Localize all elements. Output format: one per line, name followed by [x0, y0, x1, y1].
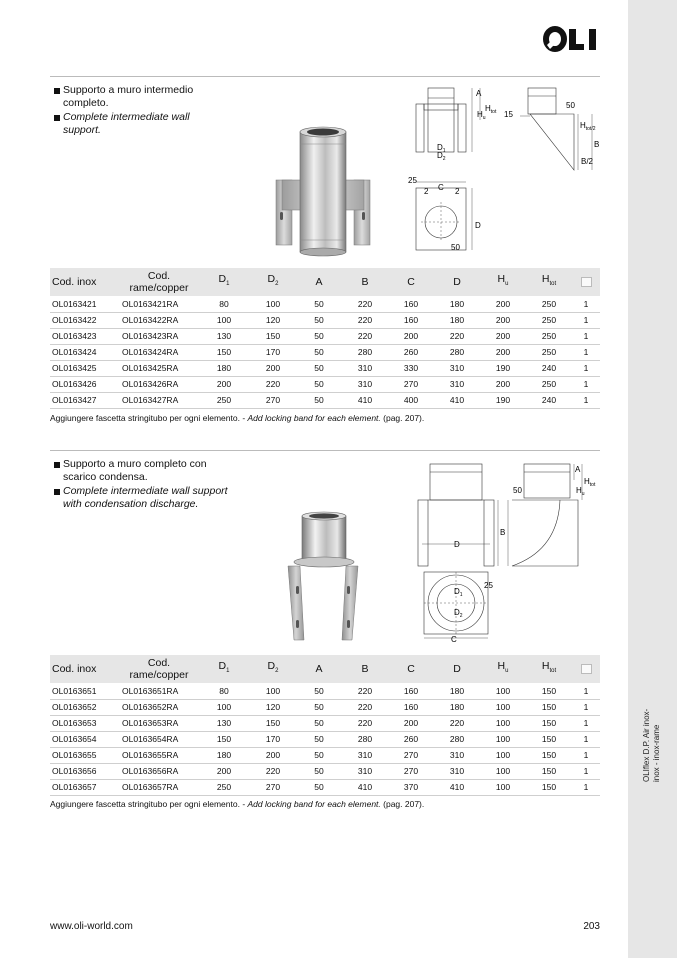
- table-cell: OL0163421RA: [122, 298, 179, 309]
- table-cell: OL0163424RA: [122, 347, 179, 357]
- table-cell: 100: [495, 718, 511, 728]
- table-cell: OL0163654: [52, 734, 97, 744]
- section-2-side-drawing: [498, 460, 602, 570]
- table-cell: OL0163423: [52, 331, 97, 341]
- table-cell: 50: [314, 685, 324, 696]
- col-d: D: [453, 663, 461, 675]
- table-cell: 130: [216, 331, 232, 341]
- s1-label-a: A: [476, 89, 482, 98]
- s1-side-15: 15: [504, 110, 513, 119]
- section-2-title-en: Complete intermediate wall support with condensation discharge.: [54, 485, 229, 511]
- table-cell: 50: [314, 766, 324, 776]
- section-2-divider: [50, 450, 600, 451]
- table-cell: 280: [449, 734, 465, 744]
- s1-label-d: D: [475, 221, 481, 230]
- table-cell: 100: [495, 702, 511, 712]
- table-cell: 200: [403, 718, 419, 728]
- table-cell: 240: [541, 363, 557, 373]
- col-c: C: [407, 276, 415, 288]
- table-cell: 100: [495, 750, 511, 760]
- table-cell: 100: [265, 298, 281, 309]
- table-cell: 250: [541, 298, 557, 309]
- table-cell: OL0163653RA: [122, 718, 179, 728]
- table-cell: 1: [583, 718, 589, 728]
- table-cell: 260: [403, 734, 419, 744]
- table-cell: 410: [449, 782, 465, 792]
- s2-label-d1: D: [454, 587, 460, 596]
- col-c: C: [407, 663, 415, 675]
- table-cell: 220: [265, 766, 281, 776]
- table-row: [50, 683, 600, 699]
- table-cell: 1: [583, 766, 589, 776]
- side-label-line-1: OLIflex D.P. Air inox-: [642, 708, 651, 782]
- table-cell: 150: [541, 718, 557, 728]
- s1-side-htot-sub: tot/2: [585, 126, 596, 132]
- table-header-row: [50, 268, 600, 296]
- table-cell: 410: [357, 782, 373, 792]
- table-cell: 1: [583, 395, 589, 405]
- table-cell: OL0163655: [52, 750, 97, 760]
- table-cell: 220: [265, 379, 281, 389]
- table-cell: 310: [449, 379, 465, 389]
- table-cell: 310: [357, 766, 373, 776]
- section-1-note: [50, 413, 424, 423]
- s1-label-d2-sub: 2: [442, 156, 446, 162]
- table-cell: 410: [357, 395, 373, 405]
- table-cell: 250: [541, 347, 557, 357]
- table-cell: 120: [265, 315, 281, 325]
- s2-label-b: B: [500, 528, 506, 537]
- section-1-title-en: Complete intermediate wall support.: [54, 111, 229, 137]
- s1-side-htot: H: [580, 121, 586, 130]
- s1-label-hu-sub: u: [482, 115, 486, 121]
- table-cell: 50: [314, 379, 324, 389]
- table-cell: OL0163657RA: [122, 782, 179, 792]
- table-cell: OL0163655RA: [122, 750, 179, 760]
- table-cell: 100: [495, 685, 511, 696]
- table-cell: 100: [495, 782, 511, 792]
- s2-label-50: 50: [513, 486, 522, 495]
- table-cell: 200: [216, 766, 232, 776]
- footer-url[interactable]: www.oli-world.com: [50, 921, 133, 932]
- table-cell: 150: [265, 331, 281, 341]
- col-htot: $H_{tot}$: [541, 660, 557, 675]
- svg-text:Htot/2: [580, 121, 596, 132]
- table-cell: 50: [314, 782, 324, 792]
- table-row: [50, 731, 600, 747]
- section-1-table: [50, 268, 600, 409]
- table-cell: 220: [357, 315, 373, 325]
- table-cell: 280: [449, 347, 465, 357]
- s2-label-a: A: [575, 465, 581, 474]
- table-row: [50, 779, 600, 795]
- col-hu: $H_u$: [497, 273, 509, 288]
- s2-label-hu-sub: u: [581, 491, 585, 497]
- col-b: B: [361, 663, 369, 675]
- s1-label-50: 50: [451, 243, 460, 252]
- table-cell: 190: [495, 395, 511, 405]
- table-cell: 1: [583, 685, 589, 696]
- table-cell: 1: [583, 315, 589, 325]
- section-1-side-drawing: [502, 86, 602, 176]
- table-cell: 200: [495, 331, 511, 341]
- table-cell: 200: [216, 379, 232, 389]
- s2-label-htot-sub: tot: [589, 482, 596, 488]
- table-cell: 1: [583, 363, 589, 373]
- table-cell: 120: [265, 702, 281, 712]
- table-cell: 170: [265, 734, 281, 744]
- section-1-note-en: Add locking band for each element.: [247, 413, 381, 423]
- s1-side-b: B: [594, 140, 600, 149]
- table-cell: 150: [265, 718, 281, 728]
- table-cell: OL0163656: [52, 766, 97, 776]
- s2-label-htot: H: [584, 477, 590, 486]
- col-cod-rame-1: Cod.: [147, 657, 171, 669]
- table-cell: 1: [583, 782, 589, 792]
- table-cell: 50: [314, 315, 324, 325]
- table-cell: 220: [357, 298, 373, 309]
- table-cell: 250: [541, 315, 557, 325]
- table-cell: 410: [449, 395, 465, 405]
- col-cod-rame: [120, 268, 198, 296]
- s1-side-b2: B/2: [581, 157, 594, 166]
- table-row: [50, 392, 600, 408]
- table-cell: 170: [265, 347, 281, 357]
- table-cell: 250: [541, 331, 557, 341]
- table-cell: OL0163426RA: [122, 379, 179, 389]
- section-1-divider: [50, 76, 600, 77]
- table-row: [50, 312, 600, 328]
- section-1-product-photo: [268, 122, 378, 262]
- s1-label-d1: D: [437, 143, 443, 152]
- section-2-note: [50, 799, 424, 809]
- table-cell: 250: [216, 395, 232, 405]
- table-cell: 180: [449, 685, 465, 696]
- table-cell: 100: [216, 315, 232, 325]
- table-cell: 50: [314, 734, 324, 744]
- table-cell: 180: [216, 363, 232, 373]
- svg-text:D2: [454, 608, 463, 619]
- table-cell: OL0163425RA: [122, 363, 179, 373]
- table-cell: 150: [541, 734, 557, 744]
- table-cell: 270: [403, 750, 419, 760]
- s1-label-htot: H: [485, 104, 491, 113]
- table-cell: 220: [357, 685, 373, 696]
- col-htot: $H_{tot}$: [541, 273, 557, 288]
- table-cell: 200: [495, 315, 511, 325]
- oli-logo: [544, 26, 606, 52]
- col-d2: $D_2$: [267, 273, 279, 288]
- page-number: 203: [583, 921, 600, 932]
- table-cell: 150: [541, 702, 557, 712]
- col-cod-rame: [120, 655, 198, 683]
- table-cell: 80: [219, 685, 229, 696]
- svg-text:Hu: [576, 486, 585, 497]
- table-cell: 150: [541, 750, 557, 760]
- section-2-description: [54, 458, 229, 512]
- package-icon: [581, 277, 592, 287]
- table-cell: OL0163656RA: [122, 766, 179, 776]
- s2-label-hu: H: [576, 486, 582, 495]
- table-cell: OL0163422RA: [122, 315, 179, 325]
- table-cell: OL0163653: [52, 718, 97, 728]
- table-cell: 1: [583, 734, 589, 744]
- col-cod-inox: Cod. inox: [52, 276, 97, 288]
- table-cell: 220: [357, 702, 373, 712]
- table-row: [50, 328, 600, 344]
- table-cell: 240: [541, 395, 557, 405]
- table-row: [50, 376, 600, 392]
- table-cell: 50: [314, 298, 324, 309]
- section-1-note-ref: (pag. 207).: [380, 413, 425, 423]
- table-cell: 50: [314, 363, 324, 373]
- brand-text: OLI: [604, 50, 606, 51]
- table-cell: 280: [357, 734, 373, 744]
- section-2-product-photo: [278, 508, 368, 644]
- s2-label-c: C: [451, 635, 457, 644]
- table-cell: 150: [541, 685, 557, 696]
- col-b: B: [361, 276, 369, 288]
- package-icon: [581, 664, 592, 674]
- s1-label-htot-sub: tot: [490, 109, 497, 115]
- s1-side-50: 50: [566, 101, 575, 110]
- s1-label-2b: 2: [455, 187, 460, 196]
- table-cell: OL0163657: [52, 782, 97, 792]
- side-strip: [628, 0, 677, 958]
- col-cod-rame-2: rame/copper: [129, 282, 189, 294]
- table-cell: 310: [357, 363, 373, 373]
- table-header-row: [50, 655, 600, 683]
- s2-label-d: D: [454, 540, 460, 549]
- table-cell: 180: [449, 298, 465, 309]
- table-cell: 160: [403, 685, 419, 696]
- col-d1: $D_1$: [218, 273, 230, 288]
- table-cell: 1: [583, 379, 589, 389]
- table-cell: 160: [403, 315, 419, 325]
- table-cell: 50: [314, 395, 324, 405]
- table-cell: 100: [265, 685, 281, 696]
- table-cell: 150: [541, 766, 557, 776]
- table-cell: OL0163651: [52, 685, 97, 696]
- col-cod-rame-2: rame/copper: [129, 669, 189, 681]
- table-cell: 180: [449, 315, 465, 325]
- table-cell: 1: [583, 298, 589, 309]
- s2-label-d2: D: [454, 608, 460, 617]
- table-cell: OL0163427RA: [122, 395, 179, 405]
- table-row: [50, 699, 600, 715]
- table-cell: 150: [216, 347, 232, 357]
- col-hu: $H_u$: [497, 660, 509, 675]
- table-cell: 310: [449, 363, 465, 373]
- s2-label-d2-sub: 2: [459, 613, 463, 619]
- s1-label-c: C: [438, 183, 444, 192]
- table-row: [50, 360, 600, 376]
- table-cell: OL0163654RA: [122, 734, 179, 744]
- table-cell: OL0163423RA: [122, 331, 179, 341]
- table-cell: 280: [357, 347, 373, 357]
- table-cell: 50: [314, 718, 324, 728]
- table-cell: OL0163652RA: [122, 702, 179, 712]
- table-cell: 220: [357, 331, 373, 341]
- table-cell: 270: [265, 395, 281, 405]
- table-cell: 260: [403, 347, 419, 357]
- table-row: [50, 763, 600, 779]
- col-package-icon: [572, 655, 600, 683]
- table-cell: 180: [216, 750, 232, 760]
- table-cell: 50: [314, 750, 324, 760]
- table-cell: 200: [495, 347, 511, 357]
- section-2-title-it: Supporto a muro completo con scarico condensa.: [54, 458, 229, 484]
- section-1-description: [54, 84, 229, 138]
- col-a: A: [315, 276, 323, 288]
- table-cell: 310: [357, 750, 373, 760]
- table-cell: 220: [449, 331, 465, 341]
- section-1-note-it: Aggiungere fascetta stringitubo per ogni elemento. -: [50, 413, 248, 423]
- table-cell: 160: [403, 702, 419, 712]
- table-cell: OL0163427: [52, 395, 97, 405]
- table-cell: 1: [583, 347, 589, 357]
- table-cell: 50: [314, 347, 324, 357]
- s1-label-2a: 2: [424, 187, 429, 196]
- table-cell: 270: [403, 379, 419, 389]
- svg-text:Htot: [584, 477, 596, 488]
- table-cell: 270: [403, 766, 419, 776]
- table-cell: OL0163424: [52, 347, 97, 357]
- table-cell: 310: [449, 766, 465, 776]
- side-label-line-2: inox - inox-rame: [652, 724, 661, 782]
- s1-label-hu: H: [477, 110, 483, 119]
- table-cell: 130: [216, 718, 232, 728]
- table-cell: 150: [216, 734, 232, 744]
- table-cell: 330: [403, 363, 419, 373]
- col-a: A: [315, 663, 323, 675]
- table-cell: 1: [583, 331, 589, 341]
- s2-label-d1-sub: 1: [459, 592, 463, 598]
- table-cell: 200: [403, 331, 419, 341]
- table-row: [50, 715, 600, 731]
- table-cell: 160: [403, 298, 419, 309]
- section-2-note-en: Add locking band for each element.: [247, 799, 381, 809]
- col-d1: $D_1$: [218, 660, 230, 675]
- s1-label-d1-sub: 1: [442, 148, 446, 154]
- table-cell: 400: [403, 395, 419, 405]
- table-cell: 270: [265, 782, 281, 792]
- table-cell: 200: [495, 298, 511, 309]
- svg-text:D1: [454, 587, 463, 598]
- table-cell: OL0163426: [52, 379, 97, 389]
- table-cell: 220: [449, 718, 465, 728]
- table-cell: 100: [495, 734, 511, 744]
- table-cell: 80: [219, 298, 229, 309]
- svg-text:Htot: [485, 104, 497, 115]
- section-2-table: [50, 655, 600, 796]
- table-cell: 250: [216, 782, 232, 792]
- table-cell: 220: [357, 718, 373, 728]
- table-cell: OL0163421: [52, 298, 97, 309]
- table-cell: 100: [216, 702, 232, 712]
- table-cell: 50: [314, 331, 324, 341]
- table-cell: 180: [449, 702, 465, 712]
- table-cell: 370: [403, 782, 419, 792]
- table-row: [50, 296, 600, 312]
- col-cod-inox: Cod. inox: [52, 663, 97, 675]
- col-d2: $D_2$: [267, 660, 279, 675]
- section-2-note-ref: (pag. 207).: [380, 799, 425, 809]
- section-1-title-it: Supporto a muro intermedio completo.: [54, 84, 229, 110]
- table-cell: OL0163425: [52, 363, 97, 373]
- s2-label-25: 25: [484, 581, 493, 590]
- table-cell: 200: [265, 363, 281, 373]
- s1-label-25: 25: [408, 176, 417, 185]
- table-cell: 1: [583, 750, 589, 760]
- section-1-front-drawing: [406, 84, 506, 256]
- table-cell: OL0163652: [52, 702, 97, 712]
- col-package-icon: [572, 268, 600, 296]
- table-cell: 190: [495, 363, 511, 373]
- section-2-note-it: Aggiungere fascetta stringitubo per ogni elemento. -: [50, 799, 248, 809]
- table-cell: 1: [583, 702, 589, 712]
- table-cell: 150: [541, 782, 557, 792]
- table-cell: 310: [449, 750, 465, 760]
- table-cell: 50: [314, 702, 324, 712]
- table-cell: OL0163651RA: [122, 685, 179, 696]
- table-cell: 100: [495, 766, 511, 776]
- table-cell: OL0163422: [52, 315, 97, 325]
- table-cell: 200: [265, 750, 281, 760]
- table-row: [50, 747, 600, 763]
- col-d: D: [453, 276, 461, 288]
- table-cell: 310: [357, 379, 373, 389]
- table-cell: 250: [541, 379, 557, 389]
- table-cell: 200: [495, 379, 511, 389]
- section-2-front-drawing: [412, 460, 502, 644]
- side-label: [628, 690, 677, 790]
- s1-label-d2: D: [437, 151, 443, 160]
- table-row: [50, 344, 600, 360]
- col-cod-rame-1: Cod.: [147, 270, 171, 282]
